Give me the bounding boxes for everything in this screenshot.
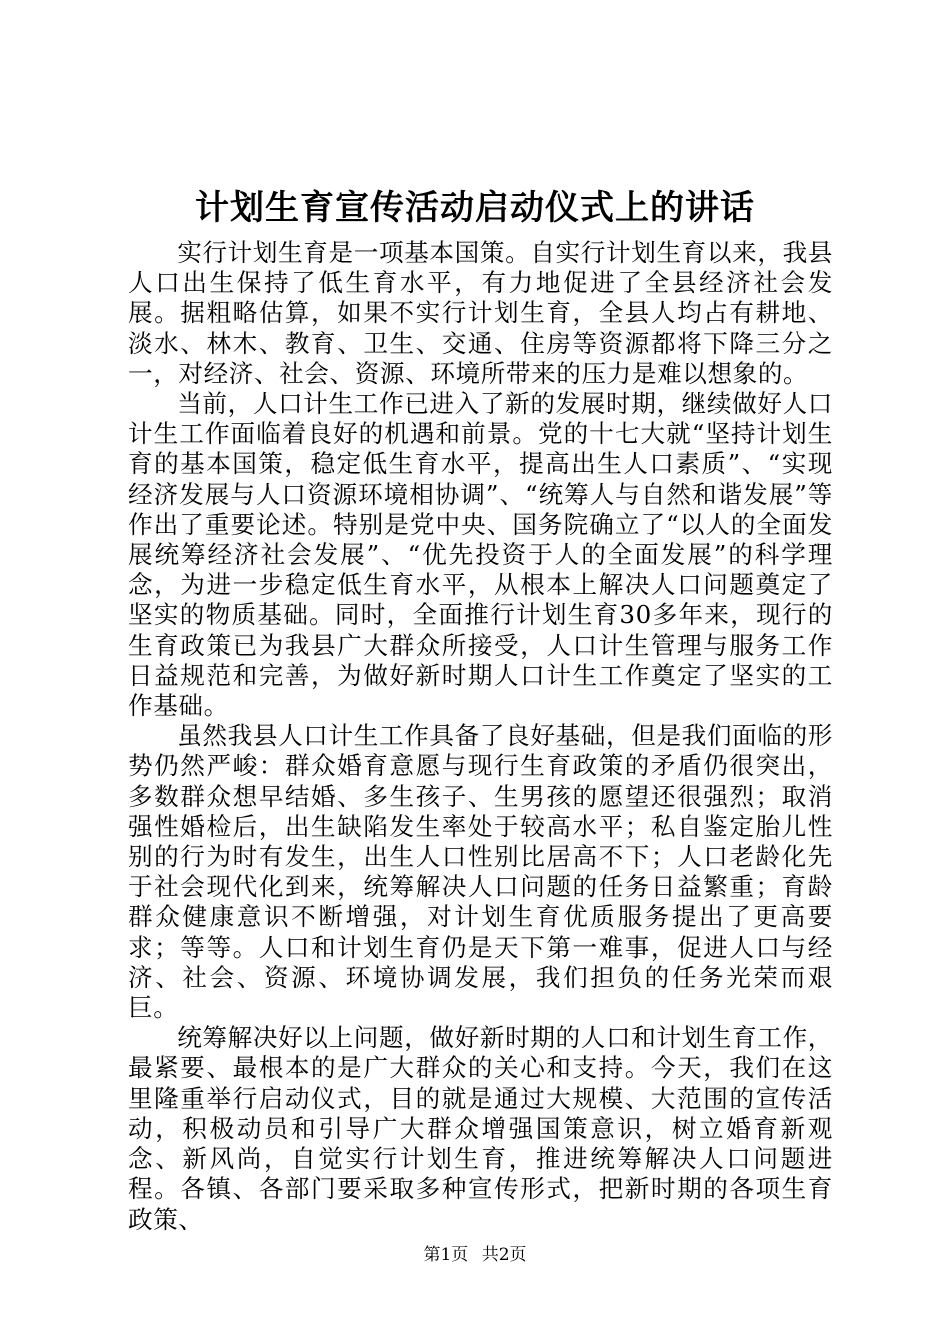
page-total: 共2页 bbox=[481, 1245, 527, 1265]
paragraph-2: 当前，人口计生工作已进入了新的发展时期，继续做好人口计生工作面临着良好的机遇和前景。党的十七大就“坚持计划生育的基本国策，稳定低生育水平，提高出生人口素质”、“实现经济发展与人口资源环境相协调”、“统筹人与自然和谐发展”等作出了重要论述。特别是党中央、国务院确立了“以人的全面发展统筹经济社会发展”、“优先投资于人的全面发展”的科学理念，为进一步稳定低生育水平，从根本上解决人口问题奠定了坚实的物质基础。同时，全面推行计划生育30多年来，现行的生育政策已为我县广大群众所接受，人口计生管理与服务工作日益规范和完善，为做好新时期人口计生工作奠定了坚实的工作基础。 bbox=[128, 389, 833, 721]
paragraph-3: 虽然我县人口计生工作具备了良好基础，但是我们面临的形势仍然严峻：群众婚育意愿与现行生育政策的矛盾仍很突出，多数群众想早结婚、多生孩子、生男孩的愿望还很强烈；取消强性婚检后，出生缺陷发生率处于较高水平；私自鉴定胎儿性别的行为时有发生，出生人口性别比居高不下；人口老龄化先于社会现代化到来，统筹解决人口问题的任务日益繁重；育龄群众健康意识不断增强，对计划生育优质服务提出了更高要求；等等。人口和计划生育仍是天下第一难事，促进人口与经济、社会、资源、环境协调发展，我们担负的任务光荣而艰巨。 bbox=[128, 721, 833, 1023]
paragraph-1: 实行计划生育是一项基本国策。自实行计划生育以来，我县人口出生保持了低生育水平，有力地促进了全县经济社会发展。据粗略估算，如果不实行计划生育，全县人均占有耕地、淡水、林木、教育、卫生、交通、住房等资源都将下降三分之一，对经济、社会、资源、环境所带来的压力是难以想象的。 bbox=[128, 238, 833, 388]
document-body bbox=[128, 238, 833, 1235]
page-number: 第1页 bbox=[423, 1245, 469, 1265]
document-title: 计划生育宣传活动启动仪式上的讲话 bbox=[195, 188, 755, 228]
paragraph-4: 统筹解决好以上问题，做好新时期的人口和计划生育工作，最紧要、最根本的是广大群众的关心和支持。今天，我们在这里隆重举行启动仪式，目的就是通过大规模、大范围的宣传活动，积极动员和引导广大群众增强国策意识，树立婚育新观念、新风尚，自觉实行计划生育，推进统筹解决人口问题进程。各镇、各部门要采取多种宣传形式，把新时期的各项生育政策、 bbox=[128, 1023, 833, 1234]
page-footer bbox=[0, 1244, 950, 1266]
